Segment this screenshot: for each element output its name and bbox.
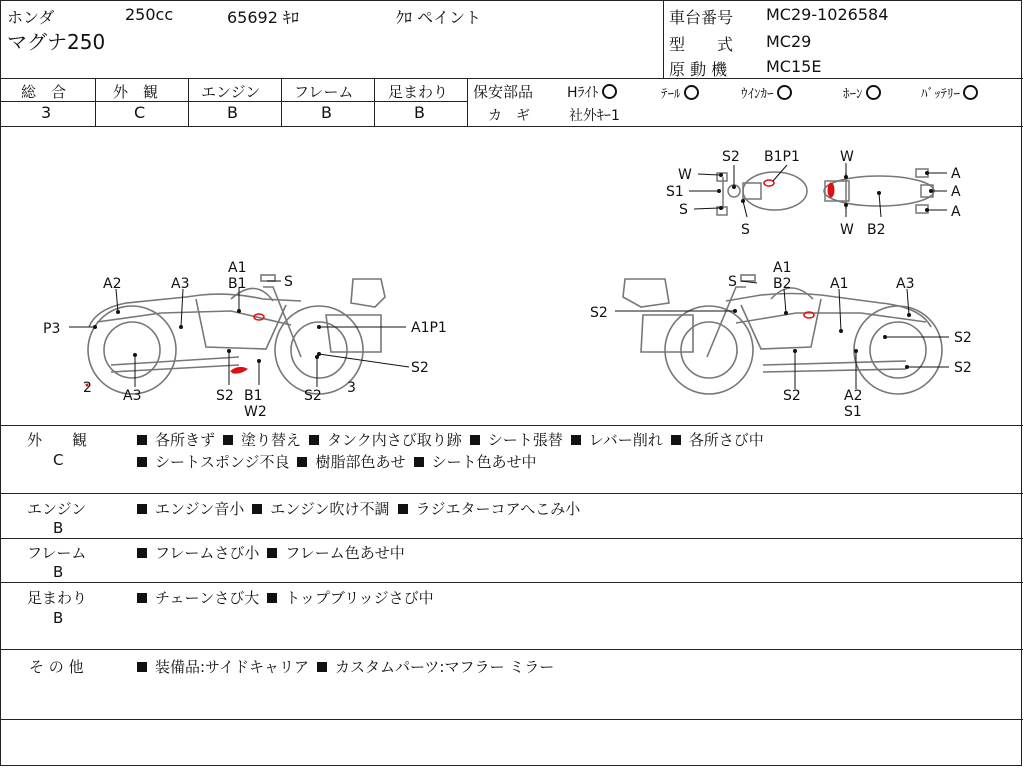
- remark-item: フレーム色あせ中: [267, 542, 404, 563]
- engine-grade: B: [227, 103, 238, 122]
- divider: [1, 493, 1023, 494]
- engine-label: 原 動 機: [669, 60, 728, 79]
- winker-item: [741, 83, 792, 102]
- exterior-items: [137, 429, 1017, 473]
- diagram-label: A: [951, 204, 961, 220]
- taillight-label: ﾃｰﾙ: [661, 87, 681, 102]
- taillight-item: [661, 83, 699, 102]
- exterior-label: 外 観: [113, 83, 159, 101]
- top-view-bike: [717, 169, 934, 215]
- color: ｸﾛ ペイント: [396, 8, 482, 27]
- diagram-label: S: [284, 274, 293, 290]
- ok-circle-icon: [963, 85, 978, 100]
- bullet-square-icon: [671, 435, 681, 445]
- diagram-label: 3: [347, 380, 356, 396]
- leader-lines: [69, 163, 949, 389]
- diagram-label: A2: [844, 388, 863, 404]
- diagram-label: A1: [830, 276, 849, 292]
- frame-grade-label: フレーム: [294, 83, 354, 101]
- diagram-label: A1: [228, 260, 247, 276]
- remark-item: ラジエターコアへこみ小: [398, 498, 581, 519]
- overall-label: 総 合: [21, 83, 67, 101]
- bullet-square-icon: [137, 548, 147, 558]
- bullet-square-icon: [571, 435, 581, 445]
- remark-item: 各所きず: [137, 429, 215, 451]
- type-label: 型 式: [669, 35, 734, 54]
- remark-item: エンジン音小: [137, 498, 244, 519]
- bullet-square-icon: [414, 457, 424, 467]
- horn-item: [843, 83, 881, 102]
- diagram-label: A3: [171, 276, 190, 292]
- ok-circle-icon: [866, 85, 881, 100]
- remark-item: カスタムパーツ:マフラー ミラー: [317, 656, 554, 677]
- diagram-label: A3: [123, 388, 142, 404]
- grade-divider: [374, 78, 375, 126]
- diagram-label: S2: [216, 388, 234, 404]
- remark-other-label: そ の 他: [29, 658, 84, 676]
- remark-item: フレームさび小: [137, 542, 259, 563]
- engine-items: [137, 498, 588, 519]
- bullet-square-icon: [398, 504, 408, 514]
- diagram-label: S2: [783, 388, 801, 404]
- diagram-label: B2: [867, 222, 886, 238]
- bullet-square-icon: [137, 662, 147, 672]
- remark-item: シートスポンジ不良: [137, 451, 289, 473]
- diagram-label: W: [840, 149, 854, 165]
- divider: [1, 649, 1023, 650]
- remark-item: 樹脂部色あせ: [297, 451, 405, 473]
- remark-item: 塗り替え: [223, 429, 301, 451]
- diagram-label: S2: [722, 149, 740, 165]
- diagram-label: P3: [43, 321, 61, 337]
- marker-dots: [93, 171, 933, 369]
- divider: [1, 78, 1023, 79]
- remark-frame-grade: B: [53, 563, 64, 581]
- diagram-label: S1: [844, 404, 862, 420]
- diagram-label: S2: [304, 388, 322, 404]
- headlight-item: [567, 82, 617, 102]
- diagram-label: A2: [103, 276, 122, 292]
- remark-exterior-grade: C: [53, 451, 64, 469]
- diagram-label: S2: [954, 360, 972, 376]
- remark-suspension-label: 足まわり: [27, 589, 88, 607]
- frame-no-label: 車台番号: [669, 8, 734, 27]
- displacement: 250cc: [125, 5, 174, 24]
- remark-item: シート張替: [470, 429, 563, 451]
- bullet-square-icon: [223, 435, 233, 445]
- remark-engine-label: エンジン: [27, 500, 87, 518]
- bullet-square-icon: [252, 504, 262, 514]
- divider: [1, 582, 1023, 583]
- key-value: 社外ｷｰ1: [569, 108, 620, 124]
- divider: [1, 538, 1023, 539]
- bullet-square-icon: [317, 662, 327, 672]
- diagram-label: S2: [590, 305, 608, 321]
- diagram-label: 2: [83, 380, 92, 396]
- divider: [1, 425, 1023, 426]
- bullet-square-icon: [137, 504, 147, 514]
- diagram-label: S: [679, 202, 688, 218]
- damage-diagram: [1, 127, 1023, 425]
- safety-label: 保安部品: [473, 83, 534, 101]
- ok-circle-icon: [777, 85, 792, 100]
- remark-item: 各所さび中: [671, 429, 764, 451]
- suspension-grade-label: 足まわり: [388, 83, 449, 101]
- mileage: 65692 ｷﾛ: [227, 8, 299, 27]
- diagram-label: A3: [896, 276, 915, 292]
- diagram-label: W: [678, 167, 692, 183]
- diagram-label: B2: [773, 276, 792, 292]
- headlight-label: Hﾗｲﾄ: [567, 85, 599, 101]
- bullet-square-icon: [309, 435, 319, 445]
- bullet-square-icon: [267, 548, 277, 558]
- divider: [1, 719, 1023, 720]
- suspension-grade: B: [414, 103, 425, 122]
- bullet-square-icon: [137, 435, 147, 445]
- grade-divider: [188, 78, 189, 126]
- remark-item: タンク内さび取り跡: [309, 429, 462, 451]
- ok-circle-icon: [602, 84, 617, 99]
- grade-divider: [95, 78, 96, 126]
- right-side-bike: [623, 275, 942, 394]
- model-name: マグナ250: [7, 30, 106, 54]
- header-divider: [663, 1, 664, 78]
- remark-frame-label: フレーム: [27, 544, 87, 562]
- remark-item: エンジン吹け不調: [252, 498, 389, 519]
- left-damage-marks: [86, 314, 265, 387]
- engine-grade-label: エンジン: [201, 83, 261, 101]
- frame-items: [137, 542, 413, 563]
- remark-exterior-label: 外 観: [27, 431, 88, 449]
- bullet-square-icon: [137, 457, 147, 467]
- diagram-label: A: [951, 166, 961, 182]
- diagram-label: B1P1: [764, 149, 800, 165]
- diagram-label: A: [951, 184, 961, 200]
- ok-circle-icon: [684, 85, 699, 100]
- remark-item: トップブリッジさび中: [267, 587, 433, 608]
- suspension-items: [137, 587, 442, 608]
- bullet-square-icon: [267, 593, 277, 603]
- diagram-label: W: [840, 222, 854, 238]
- overall-grade: 3: [41, 103, 52, 122]
- diagram-label: S: [741, 222, 750, 238]
- top-damage-marks: [764, 180, 834, 197]
- bullet-square-icon: [297, 457, 307, 467]
- remark-item: シート色あせ中: [414, 451, 537, 473]
- diagram-label: W2: [244, 404, 267, 420]
- key-label: カ ギ: [488, 108, 530, 124]
- horn-label: ﾎｰﾝ: [843, 87, 863, 102]
- remark-item: レバー削れ: [571, 429, 663, 451]
- exterior-grade: C: [134, 103, 146, 122]
- diagram-label: B1: [244, 388, 263, 404]
- diagram-label: S2: [411, 360, 429, 376]
- bullet-square-icon: [470, 435, 480, 445]
- diagram-label: B1: [228, 276, 247, 292]
- diagram-label: A1: [773, 260, 792, 276]
- bullet-square-icon: [137, 593, 147, 603]
- remark-item: 装備品:サイドキャリア: [137, 656, 309, 677]
- maker: ホンダ: [7, 8, 55, 27]
- left-side-bike: [88, 275, 385, 394]
- type-value: MC29: [766, 32, 812, 51]
- remark-engine-grade: B: [53, 519, 64, 537]
- diagram-label: S1: [666, 184, 684, 200]
- frame-grade: B: [321, 103, 332, 122]
- diagram-label: S: [728, 274, 737, 290]
- engine-value: MC15E: [766, 57, 822, 76]
- diagram-label: A1P1: [411, 320, 447, 336]
- frame-no: MC29-1026584: [766, 5, 889, 24]
- diagram-label: S2: [954, 330, 972, 346]
- battery-item: [921, 83, 978, 102]
- battery-label: ﾊﾞｯﾃﾘｰ: [921, 87, 960, 102]
- remark-item: チェーンさび大: [137, 587, 259, 608]
- grade-divider: [281, 78, 282, 126]
- winker-label: ｳｲﾝｶｰ: [741, 87, 774, 102]
- grade-divider: [467, 78, 468, 126]
- remark-suspension-grade: B: [53, 609, 64, 627]
- other-items: [137, 656, 562, 677]
